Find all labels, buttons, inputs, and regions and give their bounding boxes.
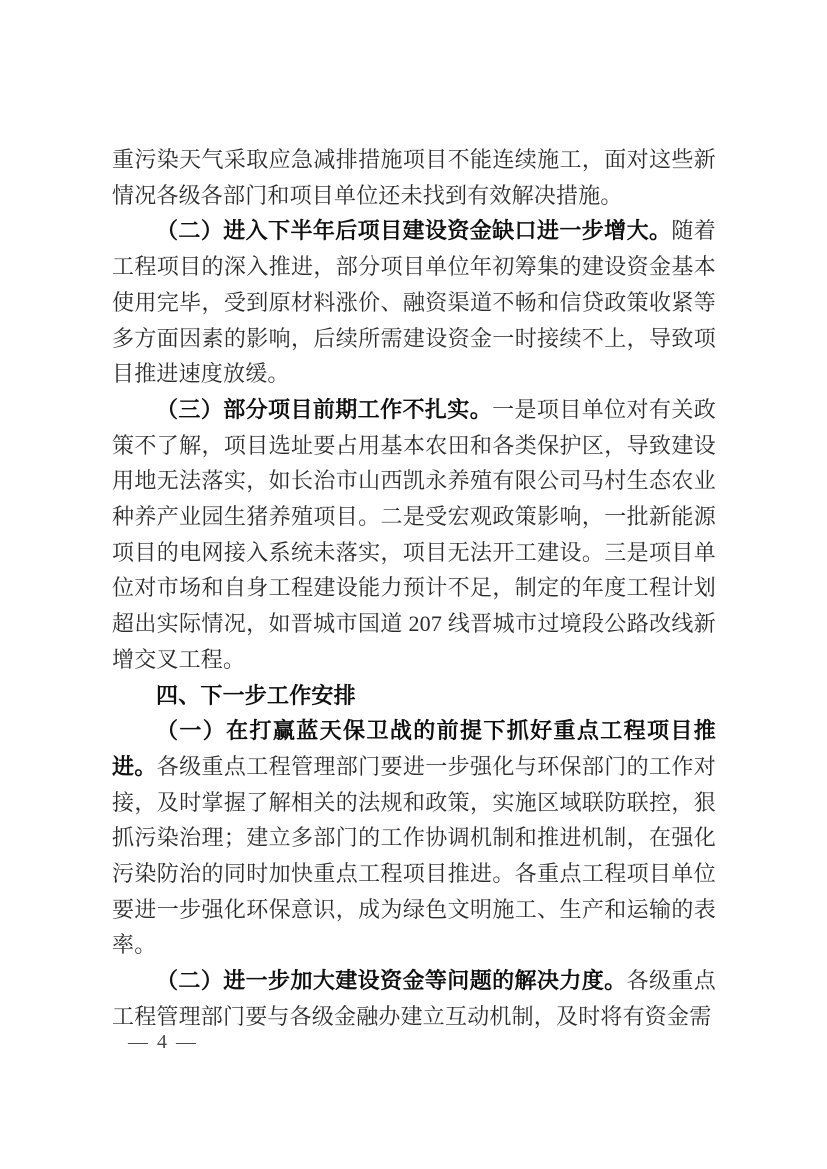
body-paragraph	[112, 963, 716, 1034]
paragraph-text: 随着工程项目的深入推进，部分项目单位年初筹集的建设资金基本使用完毕，受到原材料涨价、融资渠道不畅和信贷政策收紧等多方面因素的影响，后续所需建设资金一时接续不上，导致项目推进速度放缓。	[112, 218, 716, 387]
paragraph-text: 重污染天气采取应急减排措施项目不能连续施工，面对这些新情况各级各部门和项目单位还未找到有效解决措施。	[112, 147, 716, 208]
paragraph-text: 各级重点工程管理部门要进一步强化与环保部门的工作对接，及时掌握了解相关的法规和政策，实施区域联防联控，狠抓污染治理；建立多部门的工作协调机制和推进机制，在强化污染防治的同时加快重点工程项目推进。各重点工程项目单位要进一步强化环保意识，成为绿色文明施工、生产和运输的表率。	[112, 753, 716, 958]
paragraph-lead: （一）在打赢蓝天保卫战的前提下抓好重点工程项目推进。	[112, 718, 716, 779]
body-paragraph	[112, 713, 716, 963]
page-number: — 4 —	[128, 1031, 198, 1053]
document-body	[112, 142, 716, 1035]
paragraph-lead: （二）进入下半年后项目建设资金缺口进一步增大。	[156, 218, 672, 244]
paragraph-text: 一是项目单位对有关政策不了解，项目选址要占用基本农田和各类保护区，导致建设用地无法落实，如长治市山西凯永养殖有限公司马村生态农业种养产业园生猪养殖项目。二是受宏观政策影响，一批新能源项目的电网接入系统未落实，项目无法开工建设。三是项目单位对市场和自身工程建设能力预计不足，制定的年度工程计划超出实际情况，如晋城市国道 207 线晋城市过境段公路改线新增交叉工程。	[112, 396, 716, 672]
paragraph-lead: （三）部分项目前期工作不扎实。	[156, 396, 493, 422]
section-heading: 四、下一步工作安排	[156, 682, 356, 708]
paragraph-text: 各级重点工程管理部门要与各级金融办建立互动机制，及时将有资金需	[112, 968, 717, 1029]
body-paragraph	[112, 213, 716, 392]
body-paragraph-continuation	[112, 142, 716, 213]
body-paragraph	[112, 392, 716, 678]
paragraph-lead: （二）进一步加大建设资金等问题的解决力度。	[156, 968, 627, 994]
